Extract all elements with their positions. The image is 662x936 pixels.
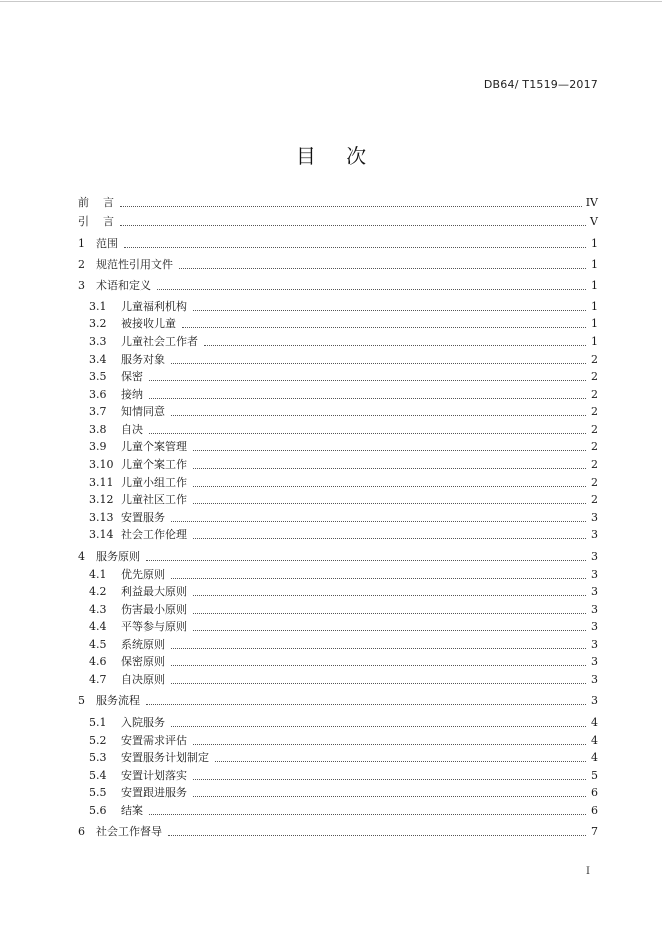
- toc-entry-number: 4.2: [89, 585, 107, 598]
- toc-entry-page: 3: [591, 638, 598, 651]
- toc-entry[interactable]: [78, 235, 598, 251]
- toc-entry-title: 儿童社区工作: [121, 493, 187, 506]
- toc-entry-page: 2: [591, 440, 598, 453]
- dot-leader: [171, 578, 586, 579]
- toc-entry-title: 接纳: [121, 388, 143, 401]
- toc-entry-number: 1: [78, 237, 85, 250]
- dot-leader: [149, 814, 586, 815]
- toc-entry[interactable]: [78, 548, 598, 564]
- toc-entry-number: 2: [78, 258, 85, 271]
- dot-leader: [146, 704, 586, 705]
- toc-entry[interactable]: [78, 784, 598, 800]
- dot-leader: [179, 268, 586, 269]
- dot-leader: [193, 538, 586, 539]
- toc-entry-number: 4.1: [89, 568, 107, 581]
- standard-code: DB64/ T1519—2017: [483, 78, 598, 91]
- toc-entry-page: 4: [591, 751, 598, 764]
- toc-entry-number: 3.7: [89, 405, 107, 418]
- dot-leader: [193, 744, 586, 745]
- toc-entry-page: 2: [591, 388, 598, 401]
- toc-entry-number: 3.9: [89, 440, 107, 453]
- toc-entry[interactable]: [78, 368, 598, 384]
- toc-entry[interactable]: [78, 256, 598, 272]
- toc-entry[interactable]: [78, 526, 598, 542]
- toc-entry[interactable]: [78, 732, 598, 748]
- toc-entry[interactable]: [78, 636, 598, 652]
- toc-entry-title: 自决原则: [121, 673, 165, 686]
- toc-entry-page: 6: [591, 804, 598, 817]
- toc-entry-page: 7: [591, 825, 598, 838]
- toc-entry-title: 服务流程: [96, 694, 140, 707]
- toc-entry-page: 1: [591, 300, 598, 313]
- dot-leader: [193, 630, 586, 631]
- toc-entry[interactable]: [78, 749, 598, 765]
- toc-entry[interactable]: [78, 438, 598, 454]
- dot-leader: [193, 450, 586, 451]
- dot-leader: [149, 380, 586, 381]
- toc-entry-title: 服务原则: [96, 550, 140, 563]
- toc-entry-title: 安置服务计划制定: [121, 751, 209, 764]
- toc-entry-page: 2: [591, 458, 598, 471]
- toc-entry-number: 3.1: [89, 300, 107, 313]
- toc-entry-title: 保密: [121, 370, 143, 383]
- toc-entry-number: 3.10: [89, 458, 114, 471]
- toc-entry-number: 4.6: [89, 655, 107, 668]
- dot-leader: [193, 796, 586, 797]
- toc-entry-title: 术语和定义: [96, 279, 151, 292]
- toc-entry[interactable]: [78, 566, 598, 582]
- dot-leader: [193, 310, 586, 311]
- toc-entry-title: 儿童个案工作: [121, 458, 187, 471]
- toc-entry-page: IV: [585, 196, 598, 209]
- toc-entry-title: 利益最大原则: [121, 585, 187, 598]
- toc-entry-title: 自决: [121, 423, 143, 436]
- dot-leader: [215, 761, 586, 762]
- toc-entry-number: 5.3: [89, 751, 107, 764]
- dot-leader: [193, 779, 586, 780]
- toc-entry[interactable]: [78, 767, 598, 783]
- toc-entry[interactable]: [78, 692, 598, 708]
- dot-leader: [149, 398, 586, 399]
- toc-entry-title: 优先原则: [121, 568, 165, 581]
- toc-entry-page: 3: [591, 673, 598, 686]
- toc-entry[interactable]: [78, 277, 598, 293]
- toc-entry-page: 2: [591, 405, 598, 418]
- toc-entry-number: 5.2: [89, 734, 107, 747]
- toc-entry[interactable]: [78, 509, 598, 525]
- toc-entry-page: 6: [591, 786, 598, 799]
- dot-leader: [193, 486, 586, 487]
- toc-entry-title: 知情同意: [121, 405, 165, 418]
- toc-entry-page: 1: [591, 335, 598, 348]
- toc-entry-number: 3: [78, 279, 85, 292]
- dot-leader: [193, 468, 586, 469]
- dot-leader: [120, 225, 586, 226]
- toc-entry[interactable]: [78, 618, 598, 634]
- toc-entry-number: 3.14: [89, 528, 114, 541]
- toc-entry-page: 3: [591, 585, 598, 598]
- toc-entry-title: 儿童社会工作者: [121, 335, 198, 348]
- toc-entry-page: 3: [591, 568, 598, 581]
- dot-leader: [171, 363, 586, 364]
- toc-entry-number: 4.7: [89, 673, 107, 686]
- toc-entry-number: 3.4: [89, 353, 107, 366]
- toc-entry-title: 结案: [121, 804, 143, 817]
- toc-entry[interactable]: [78, 802, 598, 818]
- toc-entry-page: 2: [591, 493, 598, 506]
- dot-leader: [182, 327, 586, 328]
- toc-entry-title: 安置计划落实: [121, 769, 187, 782]
- toc-entry-number: 5.1: [89, 716, 107, 729]
- toc-entry[interactable]: [78, 601, 598, 617]
- toc-entry-title: 安置需求评估: [121, 734, 187, 747]
- toc-entry-page: 2: [591, 423, 598, 436]
- toc-entry-page: 3: [591, 620, 598, 633]
- toc-entry[interactable]: [78, 351, 598, 367]
- page-title: 目 次: [295, 144, 379, 168]
- toc-entry-title: 儿童小组工作: [121, 476, 187, 489]
- toc-entry-page: 3: [591, 528, 598, 541]
- toc-entry-page: 2: [591, 353, 598, 366]
- dot-leader: [168, 835, 586, 836]
- dot-leader: [193, 503, 586, 504]
- toc-entry[interactable]: [78, 474, 598, 490]
- toc-entry-number: 3.11: [89, 476, 114, 489]
- toc-entry-title: 系统原则: [121, 638, 165, 651]
- toc-entry-title: 儿童福利机构: [121, 300, 187, 313]
- toc-entry-page: 4: [591, 716, 598, 729]
- dot-leader: [204, 345, 586, 346]
- toc-entry-page: 5: [591, 769, 598, 782]
- toc-entry-title: 安置跟进服务: [121, 786, 187, 799]
- toc-entry-title: 社会工作伦理: [121, 528, 187, 541]
- toc-entry-page: 3: [591, 511, 598, 524]
- toc-entry[interactable]: [78, 456, 598, 472]
- toc-entry-title: 儿童个案管理: [121, 440, 187, 453]
- toc-entry[interactable]: [78, 213, 598, 229]
- toc-entry[interactable]: [78, 421, 598, 437]
- toc-entry-page: 3: [591, 550, 598, 563]
- toc-entry-number: 3.3: [89, 335, 107, 348]
- toc-entry-number: 3.6: [89, 388, 107, 401]
- toc-entry-title: 前 言: [78, 196, 114, 209]
- toc-entry-number: 3.5: [89, 370, 107, 383]
- toc-entry-title: 入院服务: [121, 716, 165, 729]
- toc-entry-page: 2: [591, 476, 598, 489]
- toc-entry-number: 4.5: [89, 638, 107, 651]
- toc-entry-page: 3: [591, 603, 598, 616]
- toc-entry-number: 5.6: [89, 804, 107, 817]
- dot-leader: [193, 595, 586, 596]
- dot-leader: [171, 648, 586, 649]
- toc-entry-title: 服务对象: [121, 353, 165, 366]
- toc-entry-title: 引 言: [78, 215, 114, 228]
- toc-entry-title: 安置服务: [121, 511, 165, 524]
- toc-entry-title: 被接收儿童: [121, 317, 176, 330]
- toc-entry-title: 平等参与原则: [121, 620, 187, 633]
- dot-leader: [157, 289, 586, 290]
- toc-entry-title: 社会工作督导: [96, 825, 162, 838]
- toc-entry-number: 3.12: [89, 493, 114, 506]
- toc-entry[interactable]: [78, 315, 598, 331]
- toc-entry[interactable]: [78, 403, 598, 419]
- top-rule: [0, 1, 662, 2]
- dot-leader: [171, 726, 586, 727]
- toc-entry-page: 1: [591, 258, 598, 271]
- toc-entry-number: 4.4: [89, 620, 107, 633]
- dot-leader: [120, 206, 582, 207]
- toc-entry-number: 3.13: [89, 511, 114, 524]
- toc-entry-page: 3: [591, 655, 598, 668]
- dot-leader: [171, 415, 586, 416]
- toc-entry-title: 保密原则: [121, 655, 165, 668]
- toc-entry[interactable]: [78, 823, 598, 839]
- toc-entry[interactable]: [78, 583, 598, 599]
- toc-entry-number: 4.3: [89, 603, 107, 616]
- dot-leader: [124, 247, 586, 248]
- toc-entry-page: 3: [591, 694, 598, 707]
- toc-entry-page: 2: [591, 370, 598, 383]
- dot-leader: [146, 560, 586, 561]
- toc-entry-page: 1: [591, 317, 598, 330]
- page-number: I: [586, 866, 590, 877]
- toc-entry-page: 1: [591, 279, 598, 292]
- toc-entry[interactable]: [78, 333, 598, 349]
- toc-entry[interactable]: [78, 491, 598, 507]
- toc-entry-number: 3.2: [89, 317, 107, 330]
- toc-entry-number: 4: [78, 550, 85, 563]
- toc-entry-number: 5.4: [89, 769, 107, 782]
- toc-entry-title: 范围: [96, 237, 118, 250]
- toc-entry-number: 5: [78, 694, 85, 707]
- toc-entry-number: 6: [78, 825, 85, 838]
- toc-entry[interactable]: [78, 653, 598, 669]
- dot-leader: [171, 521, 586, 522]
- dot-leader: [171, 683, 586, 684]
- toc-entry-title: 规范性引用文件: [96, 258, 173, 271]
- toc-entry-title: 伤害最小原则: [121, 603, 187, 616]
- toc-entry-page: V: [590, 215, 598, 228]
- toc-entry[interactable]: [78, 714, 598, 730]
- toc-entry-page: 1: [591, 237, 598, 250]
- toc-entry-page: 4: [591, 734, 598, 747]
- toc-entry[interactable]: [78, 194, 598, 210]
- dot-leader: [193, 613, 586, 614]
- toc-entry-number: 5.5: [89, 786, 107, 799]
- toc-entry[interactable]: [78, 386, 598, 402]
- toc-entry-number: 3.8: [89, 423, 107, 436]
- toc-entry[interactable]: [78, 298, 598, 314]
- dot-leader: [149, 433, 586, 434]
- toc-entry[interactable]: [78, 671, 598, 687]
- dot-leader: [171, 665, 586, 666]
